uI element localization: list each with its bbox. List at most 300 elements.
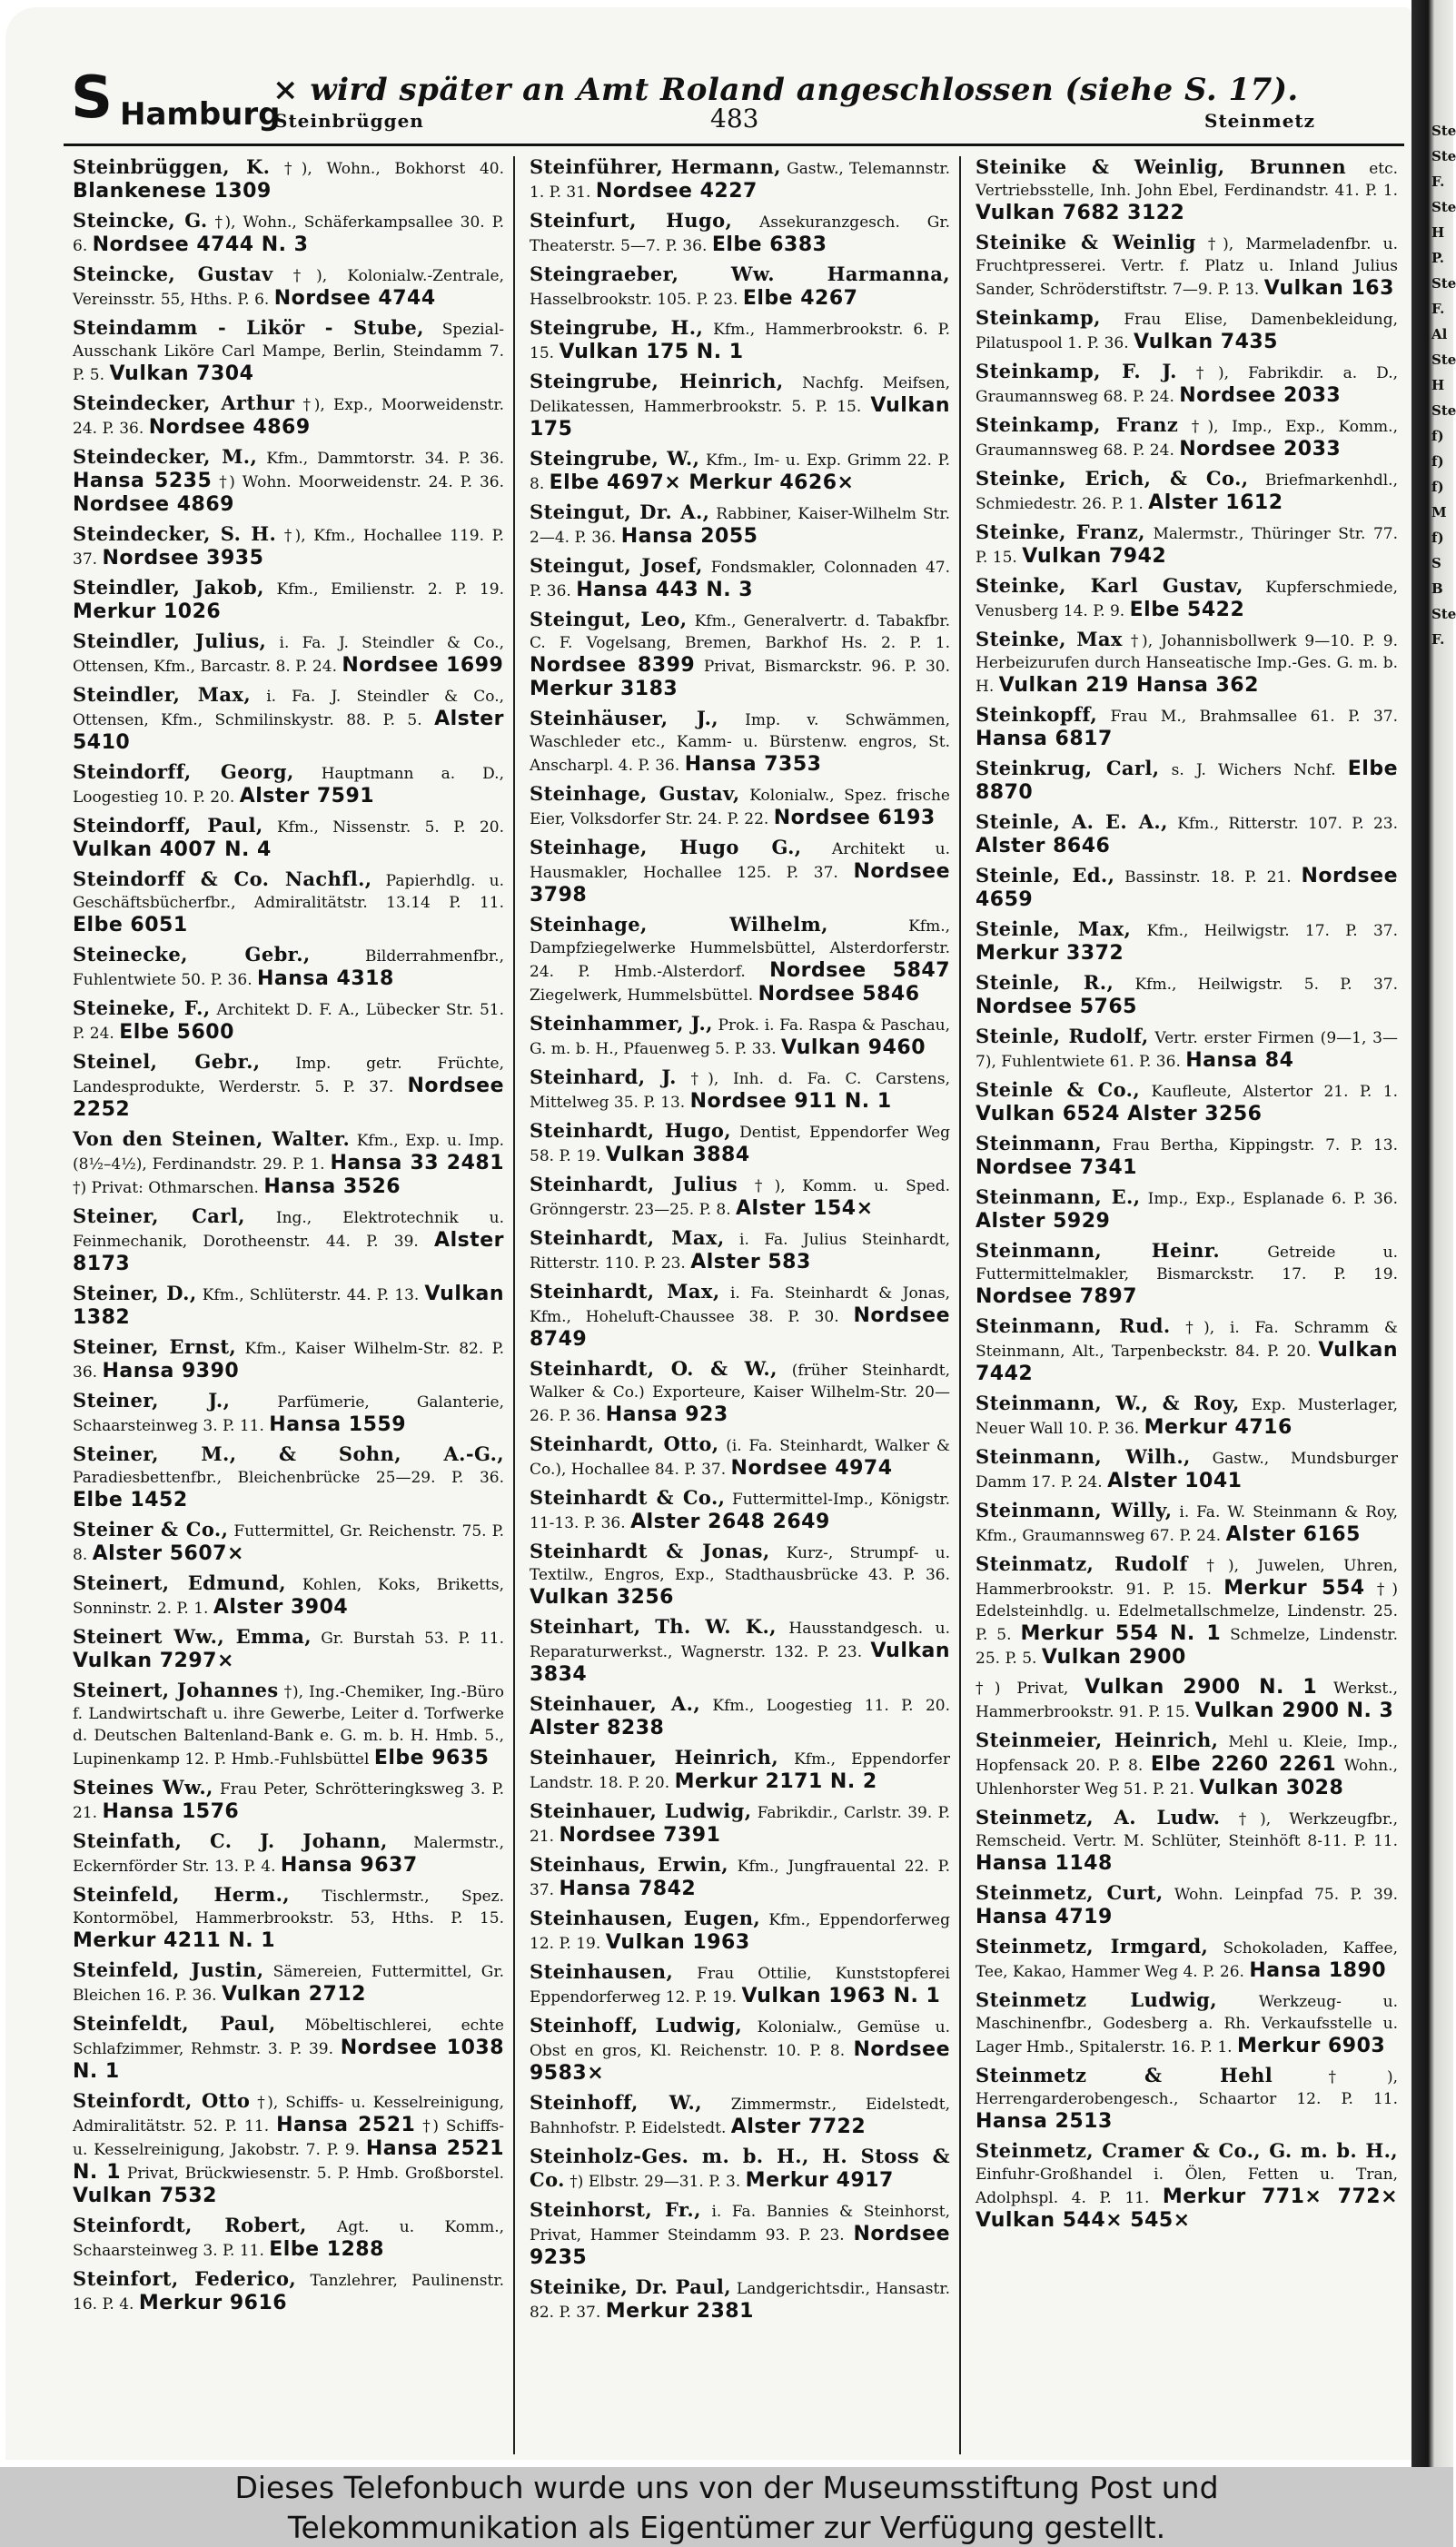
directory-entry [976,521,1398,569]
entry-details: Sämereien, Futtermittel, Gr. Bleichen 16. P. 36. [73,1963,504,2005]
entry-details: Wohn. Leinpfad 75. P. 39. [1174,1886,1398,1904]
phone-number: Vulkan 2712 [222,1983,366,2006]
phone-number: Hansa 1890 [1249,1959,1387,1982]
phone-number: Blankenese 1309 [73,180,272,203]
entry-details: Kfm., Hammerbrookstr. 6. P. 15. [530,321,951,362]
phone-number: Merkur 4716 [1144,1416,1293,1439]
entry-name: Steinike & Weinlig [976,231,1196,253]
directory-entry [976,629,1398,698]
entry-details: †), Komm. u. Sped. Grönngerstr. 23—25. P. 8. [530,1177,950,1219]
entry-details: Landgerichtsdir., Hansastr. 82. P. 37. [530,2280,950,2322]
entry-details: Tischlermstr., Spez. Kontormöbel, Hammerbrookstr. 53, Hths. P. 15. [73,1888,505,1928]
phone-number: Merkur 3183 [530,678,678,700]
directory-entry [73,1390,504,1437]
entry-name: Steinmeier, Heinrich, [976,1729,1219,1751]
directory-entry [530,1066,950,1114]
directory-entry [530,708,950,777]
directory-entry [73,1777,504,1824]
phone-number: Alster 1612 [1148,491,1283,514]
entry-details: Ing., Elektrotechnik u. Feinmechanik, Dorotheenstr. 44. P. 39. [73,1209,505,1251]
entry-name: Steindler, Max, [73,683,252,706]
entry-details: †), Exp., Moorweidenstr. 24. P. 36. [73,396,504,438]
entry-name: Steinert Ww., Emma, [73,1625,312,1648]
entry-name: Steinle, Ed., [976,864,1115,887]
entry-name: Steinhage, Gustav, [530,782,740,805]
entry-details: Kurz-, Strumpf- u. Textilw., Engros, Exp., Stadthausbrücke 43. P. 36. [530,1544,951,1584]
phone-number: Elbe 4267 [742,287,858,310]
phone-number: Alster 8646 [976,835,1111,857]
entry-name: Steinmetz, A. Ludw. [976,1806,1221,1828]
directory-entry [530,1961,950,2008]
phone-number: Hansa 4719 [976,1906,1113,1928]
entry-name: Steindecker, S. H. [73,522,277,545]
entry-name: Steinfordt, Otto [73,2089,251,2112]
directory-entry [976,1079,1398,1126]
entry-name: Steinkamp, [976,306,1101,329]
directory-entry [976,361,1398,408]
entry-details: †) Elbstr. 29—31. P. 3. [570,2173,741,2191]
directory-entry [73,1519,504,1566]
directory-entry [530,837,950,907]
entry-details: Kfm., Emilienstr. 2. P. 19. [276,580,504,599]
entry-details: Frau Bertha, Kippingstr. 7. P. 13. [1112,1136,1398,1155]
directory-entry [530,1358,950,1427]
directory-entry [73,446,504,517]
directory-entry [73,1680,504,1770]
directory-entry [73,815,504,862]
entry-name: Steiner, Carl, [73,1204,245,1227]
entry-name: Steinfort, Federico, [73,2267,297,2290]
entry-details: Kaufleute, Alstertor 21. P. 1. [1151,1083,1398,1101]
entry-details: Dentist, Eppendorfer Weg 58. P. 19. [530,1124,951,1165]
entry-name: Steinhoff, W., [530,2091,702,2114]
phone-number: Nordsee 3798 [530,860,951,907]
directory-entry [530,210,950,257]
directory-entry [73,1572,504,1620]
entry-name: Steinhäuser, J., [530,707,719,729]
phone-number: Vulkan 175 [530,394,950,441]
directory-entry [530,156,950,203]
phone-number: Alster 3904 [213,1596,349,1619]
directory-entry [73,684,504,755]
phone-number: Nordsee 1699 [342,654,504,677]
entry-name: Steindamm - Likör - Stube, [73,316,424,339]
phone-number: Nordsee 7897 [976,1285,1137,1308]
phone-number: Merkur 771× 772× [1162,2185,1398,2208]
phone-number: Alster 5607× [92,1542,244,1565]
entry-name: Steinmann, [976,1132,1103,1155]
directory-entry [976,307,1398,354]
entry-name: Steinmetz & Hehl [976,2064,1273,2086]
phone-number: Nordsee 5847 [769,959,950,982]
entry-name: Steiner, Ernst, [73,1335,237,1358]
entry-name: Steinle, A. E. A., [976,810,1168,833]
entry-name: Steinkopff, [976,703,1098,726]
entry-details: Fabrikdir., Carlstr. 39. P. 21. [530,1804,950,1846]
entry-name: Steinle & Co., [976,1078,1141,1101]
entry-name: Steindecker, Arthur [73,391,295,414]
entry-name: Steinke, Franz, [976,520,1145,543]
entry-name: Steinhardt & Co., [530,1486,726,1509]
entry-details: Kohlen, Koks, Briketts, Sonninstr. 2. P. 1. [73,1576,505,1618]
entry-name: Steinfath, C. J. Johann, [73,1829,388,1852]
entry-details: Spezial-Ausschank Liköre Carl Mampe, Berlin, Steindamm 7. P. 5. [73,321,505,384]
directory-entry [976,1553,1398,1670]
phone-number: Nordsee 4744 [273,287,436,310]
directory-entry [976,1676,1398,1723]
entry-details: Nachfg. Meifsen, Delikatessen, Hammerbrookstr. 5. P. 15. [530,374,950,416]
entry-details: Futtermittel, Gr. Reichenstr. 75. P. 8. [73,1522,504,1564]
entry-name: Steinfordt, Robert, [73,2214,307,2236]
listing-columns [69,156,1408,2454]
phone-number: Elbe 5422 [1129,599,1245,621]
directory-entry [73,2268,504,2315]
entry-name: Steinhammer, J., [530,1012,713,1035]
directory-entry [73,1336,504,1383]
entry-details: †), Wohn., Schäferkampsallee 30. P. 6. [73,213,504,255]
entry-name: Steinhauer, A., [530,1692,701,1715]
directory-entry [976,414,1398,461]
adjacent-page-fragment: Ste Ste F. Ste H P. Ste F. Al Ste H Ste f) f) f) M f) S B Ste F. [1431,123,1456,648]
entry-details: †), Inh. d. Fa. C. Carstens, Mittelweg 35. P. 13. [530,1070,950,1112]
phone-number: Merkur 2171 N. 2 [674,1770,877,1793]
phone-number: Vulkan 1963 N. 1 [741,1985,941,2007]
phone-number: Vulkan 6524 Alster 3256 [976,1103,1263,1125]
phone-number: Nordsee 3935 [102,547,264,570]
directory-entry [976,575,1398,622]
entry-details: Privat, Brückwiesenstr. 5. P. Hmb. Großborstel. [126,2165,504,2183]
phone-number: Vulkan 7532 [73,2185,217,2207]
phone-number: Hansa 4318 [257,967,394,990]
phone-number: Nordsee 4869 [148,416,311,439]
entry-name: Steingut, Dr. A., [530,500,710,523]
phone-number: Vulkan 2900 N. 3 [1194,1700,1394,1722]
entry-name: Steinmann, Heinr. [976,1239,1221,1262]
directory-entry [73,1051,504,1122]
entry-name: Steiner & Co., [73,1518,229,1541]
directory-entry [530,1433,950,1481]
phone-number: Hansa 9637 [280,1854,418,1877]
entry-details: Kfm., Eppendorferweg 12. P. 19. [530,1911,950,1953]
phone-number: Merkur 554 N. 1 [1020,1622,1222,1645]
directory-entry [976,918,1398,966]
entry-name: Steinmann, Rud. [976,1314,1171,1337]
phone-number: Merkur 1026 [73,600,222,623]
phone-number: Elbe 9635 [373,1747,490,1769]
directory-entry [976,2065,1398,2134]
directory-entry [73,2090,504,2208]
directory-entry [976,811,1398,858]
phone-number: Nordsee 4659 [976,865,1398,911]
directory-entry [976,1989,1398,2058]
directory-entry [530,1800,950,1848]
directory-entry [976,1882,1398,1929]
directory-entry [976,865,1398,912]
entry-details: Gr. Burstah 53. P. 11. [321,1630,504,1648]
entry-details: Werkzeug- u. Maschinenfbr., Godesberg a. Rh. Verkaufsstelle u. Lager Hmb., Spitalerstr. 16. P. 1. [976,1993,1398,2056]
directory-entry [976,156,1398,225]
phone-number: Hansa 6817 [976,728,1113,750]
entry-name: Steinmetz, Irmgard, [976,1935,1209,1957]
entry-details: Futtermittel-Imp., Königstr. 11-13. P. 36. [530,1491,951,1532]
phone-number: Merkur 4211 N. 1 [73,1929,276,1952]
entry-name: Steingut, Leo, [530,608,688,630]
entry-details: †), Imp., Exp., Komm., Graumannsweg 68. P. 24. [976,418,1398,460]
entry-details: Frau Peter, Schrötteringksweg 3. P. 21. [73,1780,504,1822]
phone-number: Hansa 7353 [684,753,822,776]
entry-name: Steincke, G. [73,209,208,232]
entry-name: Steindorff, Georg, [73,760,294,783]
entry-name: Steingraeber, Ww. Harmanna, [530,263,950,285]
header-rule [64,144,1404,146]
entry-details: etc. Vertriebsstelle, Inh. John Ebel, Ferdinandstr. 41. P. 1. [976,160,1399,200]
phone-number: Hansa 2513 [976,2110,1113,2133]
entry-details: Frau Ottilie, Kunststopferei Eppendorferweg 12. P. 19. [530,1965,950,2007]
page-header [64,62,1408,144]
directory-entry [976,1186,1398,1234]
entry-name: Steinkamp, Franz [976,413,1179,436]
city-name: Hamburg [120,96,281,133]
phone-number: Vulkan 7942 [1022,545,1167,568]
entry-name: Steinhardt, Hugo, [530,1119,731,1142]
phone-number: Vulkan 175 N. 1 [559,341,744,363]
directory-entry [73,1626,504,1673]
directory-entry [73,317,504,386]
entry-details: Kfm., Dammtorstr. 34. P. 36. [266,450,505,468]
phone-number: Nordsee 2033 [1179,438,1342,461]
entry-name: Steingrube, H., [530,316,704,339]
directory-entry [530,1541,950,1610]
entry-details: †) Wohn. Moorweidenstr. 24. P. 36. [219,473,505,491]
phone-number: Nordsee 7341 [976,1156,1137,1179]
entry-name: Steinhardt, Max, [530,1226,725,1249]
entry-name: Steinert, Edmund, [73,1571,286,1594]
phone-number: Vulkan 1382 [73,1283,505,1329]
entry-details: Kolonialw., Spez. frische Eier, Volksdorfer Str. 24. P. 22. [530,787,950,828]
entry-details: (früher Steinhardt, Walker & Co.) Exporteure, Kaiser Wilhelm-Str. 20—26. P. 36. [530,1362,951,1425]
entry-name: Steines Ww., [73,1776,213,1799]
directory-entry [73,2215,504,2262]
phone-number: Merkur 6903 [1236,2035,1386,2057]
entry-name: Steinhaus, Erwin, [530,1853,728,1876]
phone-number: Elbe 4697× Merkur 4626× [549,471,855,494]
phone-number: Nordsee 7391 [559,1824,721,1847]
directory-entry [530,1908,950,1955]
directory-entry [530,914,950,1006]
column-1 [69,156,515,2454]
entry-details: Kfm., Generalvertr. d. Tabakfbr. C. F. Vogelsang, Bremen, Barkhof Hs. 2. P. 1. [530,612,950,652]
phone-number: Hansa 33 2481 [330,1152,505,1174]
entry-details: Kfm., Schlüterstr. 44. P. 13. [202,1286,420,1304]
entry-name: Steinmetz Ludwig, [976,1988,1217,2011]
directory-entry [976,232,1398,301]
entry-name: Steinfeld, Herm., [73,1883,291,1906]
entry-details: Imp. v. Schwämmen, Waschleder etc., Kamm- u. Bürstenw. engros, St. Anscharpl. 4. P. 36. [530,711,950,775]
phone-number: Alster 154× [736,1197,874,1220]
entry-details: Parfümerie, Galanterie, Schaarsteinweg 3. P. 11. [73,1393,504,1435]
phone-number: Nordsee 1038 N. 1 [73,2037,504,2083]
entry-name: Steinfurt, Hugo, [530,209,733,232]
entry-details: †), Wohn., Bokhorst 40. [284,160,505,178]
entry-name: Steinle, R., [976,971,1114,994]
phone-number: Hansa 84 [1185,1049,1294,1072]
entry-details: Frau Elise, Damenbekleidung, Pilatuspool 1. P. 36. [976,311,1398,352]
directory-entry [73,523,504,570]
phone-number: Elbe 5600 [119,1021,234,1044]
entry-name: Steingrube, Heinrich, [530,370,784,392]
entry-details: Kfm., Loogestieg 11. P. 20. [712,1697,950,1715]
phone-number: Alster 2648 2649 [630,1511,830,1533]
phone-number: Vulkan 4007 N. 4 [73,838,272,861]
entry-details: Kolonialw., Gemüse u. Obst en gros, Kl. Reichenstr. 10. P. 8. [530,2018,950,2060]
phone-number: Nordsee 4744 N. 3 [92,233,309,256]
entry-name: Steinmetz, Cramer & Co., G. m. b. H., [976,2139,1398,2162]
entry-name: Steinel, Gebr., [73,1050,261,1073]
directory-entry [73,263,504,311]
entry-details: Ziegelwerk, Hummelsbüttel. [530,986,754,1005]
directory-entry [976,1133,1398,1180]
entry-name: Steinhauer, Ludwig, [530,1799,752,1822]
entry-details: s. J. Wichers Nchf. [1171,761,1336,779]
entry-name: Steinholz-Ges. m. b. H., H. Stoss & Co. [530,2145,950,2191]
entry-name: Steinhardt, Otto, [530,1432,719,1455]
directory-entry [530,2199,950,2270]
entry-name: Steindler, Jakob, [73,576,264,599]
directory-entry [976,1500,1398,1547]
phone-number: Vulkan 2900 [1041,1646,1186,1669]
entry-details: Rabbiner, Kaiser-Wilhelm Str. 2—4. P. 36. [530,505,950,547]
entry-details: †) Privat: Othmarschen. [73,1179,259,1197]
entry-details: Briefmarkenhdl., Schmiedestr. 26. P. 1. [976,471,1398,513]
directory-entry [976,758,1398,805]
phone-number: Vulkan 7682 3122 [976,202,1185,224]
phone-number: Alster 8173 [73,1229,504,1275]
phone-number: Hansa 9390 [102,1360,240,1383]
range-to: Steinmetz [1204,110,1316,132]
entry-name: Steinhardt, Julius [530,1173,738,1195]
entry-name: Steinke, Max [976,628,1123,650]
directory-entry [976,1315,1398,1386]
phone-number: Nordsee 5846 [758,983,920,1006]
entry-name: Steinmann, W., & Roy, [976,1392,1240,1414]
column-3 [961,156,1407,2454]
entry-name: Steingrube, W., [530,447,700,470]
entry-name: Steinmetz, Curt, [976,1881,1164,1904]
entry-name: Steinbrüggen, K. [73,155,271,178]
entry-name: Steinführer, Hermann, [530,155,781,178]
phone-number: Vulkan 219 Hansa 362 [998,674,1259,697]
entry-details: †), Herrengarderobengesch., Schaartor 12. P. 11. [976,2068,1398,2108]
entry-name: Steinike & Weinlig, Brunnen [976,155,1347,178]
phone-number: Vulkan 3028 [1199,1777,1344,1799]
directory-entry [530,501,950,549]
entry-name: Steindorff & Co. Nachfl., [73,867,372,890]
entry-details: †) Privat, [976,1680,1069,1698]
phone-number: Elbe 2260 2261 [1150,1753,1337,1776]
phone-number: Hansa 1148 [976,1852,1113,1875]
directory-entry [976,1446,1398,1493]
directory-page [5,7,1411,2460]
phone-number: Nordsee 8749 [530,1304,951,1351]
entry-name: Steinhardt, O. & W., [530,1357,778,1380]
directory-entry [530,1120,950,1167]
entry-details: (i. Fa. Steinhardt, Walker & Co.), Hochallee 84. P. 37. [530,1437,951,1479]
entry-name: Steinhauer, Heinrich, [530,1746,779,1769]
entry-name: Steincke, Gustav [73,263,273,285]
entry-name: Von den Steinen, Walter. [73,1127,351,1150]
entry-name: Steingut, Josef, [530,554,703,577]
directory-entry [73,997,504,1045]
entry-details: Kfm., Heilwigstr. 5. P. 37. [1134,976,1398,994]
entry-details: †), Werkzeugfbr., Remscheid. Vertr. M. Schlüter, Steinhöft 8-11. P. 11. [976,1810,1399,1850]
phone-number: Vulkan 3834 [530,1640,951,1686]
phone-number: Hansa 443 N. 3 [576,579,754,601]
entry-details: Kfm., Jungfrauental 22. P. 37. [530,1858,950,1899]
phone-number: Nordsee 5765 [976,996,1137,1018]
entry-details: Hauptmann a. D., Loogestieg 10. P. 20. [73,765,504,807]
directory-entry [530,448,950,495]
entry-name: Steinmann, E., [976,1185,1141,1208]
entry-details: Kfm., Exp. u. Imp. (8½–4½), Ferdinandstr. 29. P. 1. [73,1132,505,1174]
phone-number: Alster 7591 [239,785,375,808]
entry-name: Steinhage, Hugo G., [530,836,802,858]
entry-name: Steiner, M., & Sohn, A.-G., [73,1442,504,1465]
phone-number: Nordsee 9583× [530,2038,950,2085]
directory-entry [73,392,504,440]
entry-details: i. Fa. Steinhardt & Jonas, Kfm., Hoheluft-Chaussee 38. P. 30. [530,1284,950,1326]
directory-entry [530,1854,950,1901]
entry-name: Steiner, D., [73,1282,197,1304]
directory-entry [530,1616,950,1687]
phone-number: Nordsee 4974 [730,1457,893,1480]
directory-entry [530,1227,950,1274]
entry-name: Steinhage, Wilhelm, [530,913,828,936]
entry-details: Malermstr., Eckernförder Str. 13. P. 4. [73,1834,504,1876]
entry-details: Kfm., Dampfziegelwerke Hummelsbüttel, Alsterdorferstr. 24. P. Hmb.-Alsterdorf. [530,917,950,981]
entry-details: Kfm., Eppendorfer Landstr. 18. P. 20. [530,1750,950,1792]
phone-number: Nordsee 911 N. 1 [689,1090,892,1113]
phone-number: Hansa 3526 [263,1175,401,1198]
phone-number: Vulkan 2900 N. 1 [1085,1676,1318,1699]
phone-number: Elbe 6383 [711,233,827,256]
phone-number: Hansa 2521 N. 1 [73,2137,505,2184]
phone-number: Nordsee 9235 [530,2223,950,2269]
phone-number: Vulkan 544× 545× [976,2209,1191,2232]
entry-name: Steinmatz, Rudolf [976,1552,1188,1575]
entry-name: Steinle, Rudolf, [976,1025,1149,1047]
entry-details: Assekuranzgesch. Gr. Theaterstr. 5—7. P. 36. [530,213,951,255]
entry-details: †), Kolonialw.-Zentrale, Vereinsstr. 55, Hths. P. 6. [73,267,504,309]
entry-details: Kfm., Im- u. Exp. Grimm 22. P. 8. [530,451,950,493]
directory-entry [73,1959,504,2007]
directory-entry [73,1205,504,1276]
entry-name: Steinmann, Wilh., [976,1445,1191,1468]
entry-details: †) Edelsteinhdlg. u. Edelmetallschmelze, Lindenstr. 25. P. 5. [976,1581,1398,1644]
phone-number: Nordsee 2033 [1179,384,1342,407]
phone-number: Elbe 8870 [976,758,1399,804]
directory-entry [530,2092,950,2139]
entry-name: Steinhard, J. [530,1065,677,1088]
section-letter: S [71,64,114,132]
entry-name: Steinfeld, Justin, [73,1958,264,1981]
directory-entry [530,783,950,830]
phone-number: Alster 8238 [530,1717,665,1739]
phone-number: Hansa 7842 [559,1878,697,1900]
entry-details: Kfm., Nissenstr. 5. P. 20. [276,818,504,837]
phone-number: Elbe 6051 [73,914,188,937]
directory-entry [73,2013,504,2084]
entry-details: †) Schiffs- u. Kesselreinigung, Jakobstr. 7. P. 9. [73,2117,504,2159]
